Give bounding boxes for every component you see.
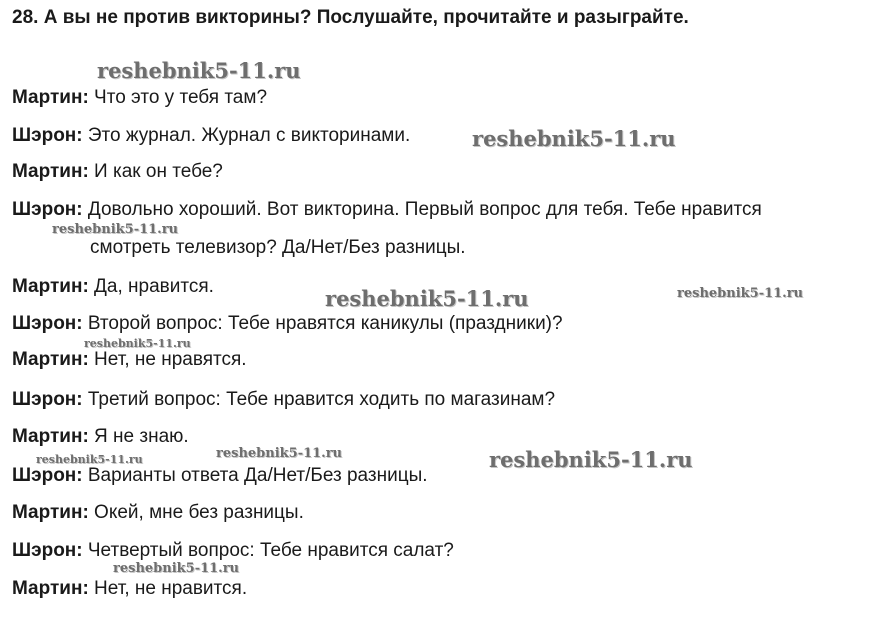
line-text: И как он тебе? <box>88 161 223 182</box>
line-text: Окей, мне без разницы. <box>88 502 304 523</box>
watermark: reshebnik5-11.ru <box>489 447 693 472</box>
watermark: reshebnik5-11.ru <box>52 222 179 237</box>
dialogue-line <box>12 350 247 369</box>
speaker-name: Мартин: <box>12 87 89 108</box>
line-text: Это журнал. Журнал с викторинами. <box>82 125 411 146</box>
dialogue-line <box>12 126 410 145</box>
line-text: Второй вопрос: Тебе нравятся каникулы (праздники)? <box>82 313 563 334</box>
dialogue-line <box>12 541 454 560</box>
dialogue-line <box>12 579 247 598</box>
speaker-name: Мартин: <box>12 426 89 447</box>
dialogue-line-continuation: смотреть телевизор? Да/Нет/Без разницы. <box>90 237 466 258</box>
dialogue-line <box>12 200 762 219</box>
line-text: Да, нравится. <box>88 276 214 297</box>
speaker-name: Шэрон: <box>12 199 83 220</box>
watermark: reshebnik5-11.ru <box>216 446 343 461</box>
speaker-name: Мартин: <box>12 349 89 370</box>
dialogue-line <box>12 314 563 333</box>
speaker-name: Шэрон: <box>12 540 83 561</box>
watermark: reshebnik5-11.ru <box>325 286 529 311</box>
line-text: Я не знаю. <box>88 426 189 447</box>
line-text: Нет, не нравится. <box>88 578 248 599</box>
speaker-name: Шэрон: <box>12 389 83 410</box>
line-text: Третий вопрос: Тебе нравится ходить по магазинам? <box>82 389 556 410</box>
watermark: reshebnik5-11.ru <box>113 561 240 576</box>
line-text: Довольно хороший. Вот викторина. Первый вопрос для тебя. Тебе нравится <box>82 199 762 220</box>
task-title: 28. А вы не против викторины? Послушайте, прочитайте и разыграйте. <box>12 7 689 28</box>
dialogue-line <box>12 88 267 107</box>
speaker-name: Шэрон: <box>12 313 83 334</box>
watermark: reshebnik5-11.ru <box>472 126 676 151</box>
watermark: reshebnik5-11.ru <box>84 337 191 350</box>
speaker-name: Шэрон: <box>12 125 83 146</box>
speaker-name: Мартин: <box>12 161 89 182</box>
dialogue-line <box>12 277 214 296</box>
speaker-name: Мартин: <box>12 276 89 297</box>
dialogue-line <box>12 466 428 485</box>
watermark: reshebnik5-11.ru <box>36 453 143 466</box>
line-text: Нет, не нравятся. <box>88 349 247 370</box>
speaker-name: Мартин: <box>12 502 89 523</box>
dialogue-line <box>12 390 555 409</box>
line-text: Что это у тебя там? <box>88 87 268 108</box>
speaker-name: Шэрон: <box>12 465 83 486</box>
line-text: Варианты ответа Да/Нет/Без разницы. <box>82 465 428 486</box>
watermark: reshebnik5-11.ru <box>97 58 301 83</box>
line-text: Четвертый вопрос: Тебе нравится салат? <box>82 540 454 561</box>
dialogue-line <box>12 427 189 446</box>
watermark: reshebnik5-11.ru <box>677 286 804 301</box>
speaker-name: Мартин: <box>12 578 89 599</box>
dialogue-line <box>12 162 223 181</box>
dialogue-line <box>12 503 304 522</box>
